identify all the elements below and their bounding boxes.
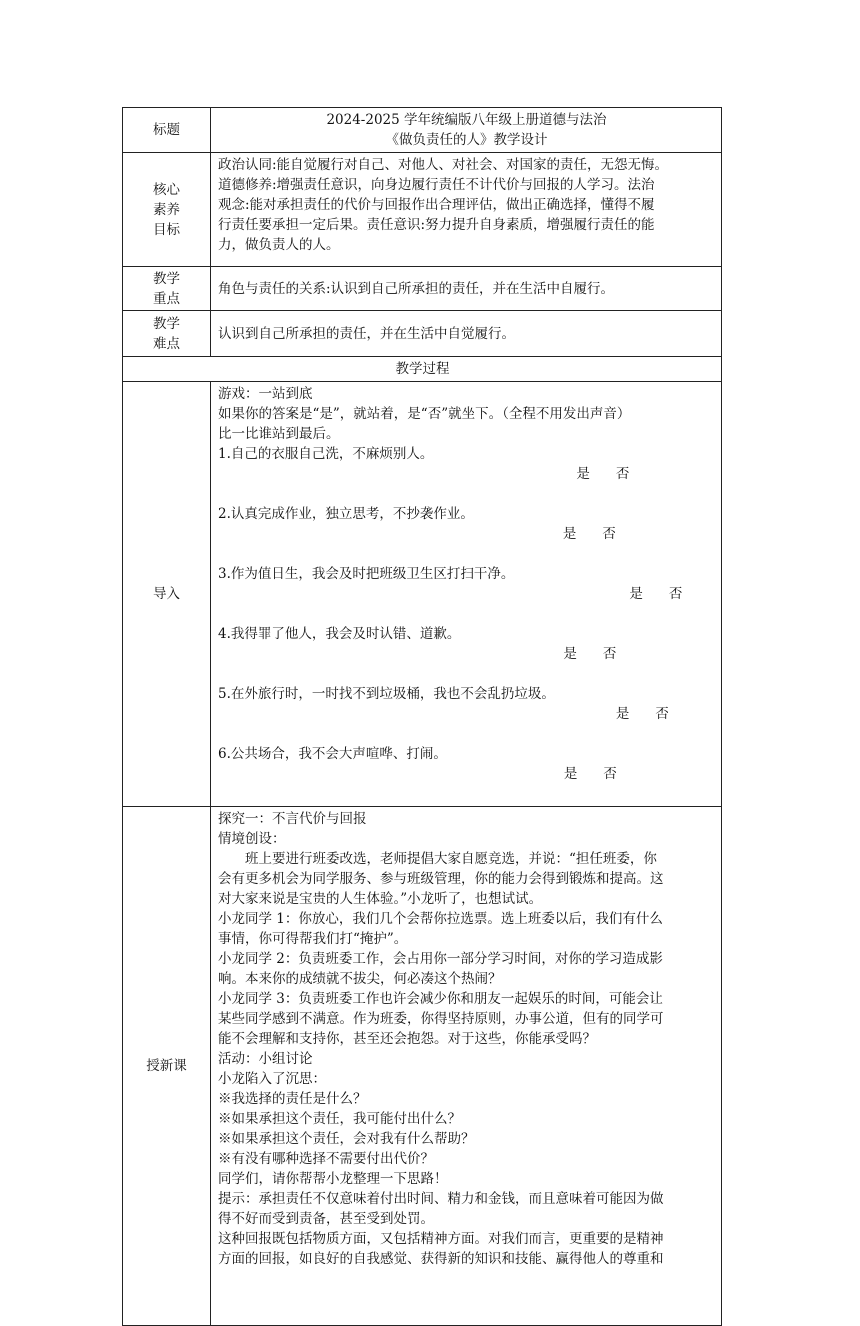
core-literacy-row: [123, 153, 722, 267]
scenario-heading: 情境创设：: [218, 831, 286, 847]
reflection-item: ※我选择的责任是什么？: [218, 1091, 367, 1107]
yes-option: 是: [563, 646, 577, 662]
new-lesson-content: 探究一：不言代价与回报 情境创设： 班上要进行班委改选，老师提倡大家自愿竞选，并说：“担任班委，你 会有更多机会为同学服务、参与班级管理，你的能力会得到锻炼和提高。这 对大家来说是宝贵的人生体验。”小龙听了，也想试试。 小龙同学 1：你放心，我们几个会帮你拉选票。选上班委以后，我们有什么 事情，你可得帮我们打“掩护”。 小龙同学 2：负责班委工作，会占用你一部分学习时间，对你的学习造成影 响。本来你的成绩就不拔尖，何必凑这个热闹？ 小龙同学 3：负责班委工作也许会减少你和朋友一起娱乐的时间，可能会让 某些同学感到不满意。作为班委，你得坚持原则，办事公道，但有的同学可 能不会理解和支持你，甚至还会抱怨。对于这些，你能承受吗？ 活动：小组讨论 小龙陷入了沉思： ※我选择的责任是什么？ ※如果承担这个责任，我可能付出什么？ ※如果承担这个责任，会对我有什么帮助？ ※有没有哪种选择不需要付出代价？ 同学们，请你帮帮小龙整理一下思路！ 提示：承担责任不仅意味着付出时间、精力和金钱，而且意味着可能因为做 得不好而受到责备，甚至受到处罚。 这种回报既包括物质方面，又包括精神方面。对我们而言，更重要的是精神 方面的回报，如良好的自我感觉、获得新的知识和技能、赢得他人的尊重和: [211, 807, 722, 1326]
key-point-label: 教学 重点: [123, 267, 211, 311]
hint-text: 提示：承担责任不仅意味着付出时间、精力和金钱，而且意味着可能因为做: [218, 1191, 664, 1207]
inquiry-heading: 探究一：不言代价与回报: [218, 811, 367, 827]
no-option: 否: [602, 646, 617, 662]
yes-option: 是: [563, 766, 578, 782]
no-option: 否: [615, 466, 630, 482]
reflection-item: ※如果承担这个责任，我可能付出什么？: [218, 1111, 461, 1127]
no-option: 否: [603, 766, 617, 782]
yes-option: 是: [629, 586, 643, 602]
difficulty-label: 教学 难点: [123, 311, 211, 357]
title-line-2: 《做负责任的人》教学设计: [385, 132, 548, 148]
key-point-content: 角色与责任的关系:认识到自己所承担的责任，并在生活中自履行。: [211, 267, 722, 311]
no-option: 否: [655, 706, 669, 722]
core-literacy-label: 核心 素养 目标: [123, 153, 211, 267]
intro-label: 导入: [123, 382, 211, 807]
title-row: [123, 108, 722, 153]
yes-option: 是: [562, 526, 577, 542]
question-item: 4.我得罪了他人，我会及时认错、道歉。 是 否: [218, 626, 617, 662]
process-header: 教学过程: [123, 357, 722, 382]
question-item: 5.在外旅行时，一时找不到垃圾桶，我也不会乱扔垃圾。 是 否: [218, 686, 669, 722]
title-label: 标题: [123, 108, 211, 153]
difficulty-content: 认识到自己所承担的责任，并在生活中自觉履行。: [211, 311, 722, 357]
process-header-row: [123, 357, 722, 382]
difficulty-row: [123, 311, 722, 357]
no-option: 否: [668, 586, 683, 602]
lesson-plan-table: [122, 107, 722, 1326]
title-content: [211, 108, 722, 153]
question-item: 2.认真完成作业，独立思考，不抄袭作业。 是 否: [218, 506, 616, 542]
yes-option: 是: [576, 466, 590, 482]
new-lesson-label: 授新课: [123, 807, 211, 1326]
question-item: 6.公共场合，我不会大声喧哗、打闹。 是 否: [218, 746, 617, 782]
key-point-row: [123, 267, 722, 311]
new-lesson-row: [123, 807, 722, 1326]
intro-content: 游戏：一站到底 如果你的答案是“是”，就站着，是“否”就坐下。（全程不用发出声音） 比一比谁站到最后。 1.自己的衣服自己洗，不麻烦别人。 是 否 2.认真完成作业，独立思考，不抄袭作业。 是 否 3.作为值日生，我会及时把班级卫生区打扫干净。 是 否 4.我得罪了他人，我会及时认错、道歉。 是 否 5.在外旅行时，一时找不到垃圾桶，我也不会乱扔垃圾。 是 否 6.公共场合，我不会大声喧哗、打闹。 是 否: [211, 382, 722, 807]
question-item: 3.作为值日生，我会及时把班级卫生区打扫干净。 是 否: [218, 566, 683, 602]
title-line-1: 2024-2025 学年统编版八年级上册道德与法治: [326, 112, 607, 128]
core-literacy-content: 政治认同:能自觉履行对自己、对他人、对社会、对国家的责任，无怨无悔。 道德修养:增强责任意识，向身边履行责任不计代价与回报的人学习。法治 观念:能对承担责任的代价与回报作出合理评估，做出正确选择，懂得不履 行责任要承担一定后果。责任意识:努力提升自身素质，增强履行责任的能 力，做负责人的人。: [211, 153, 722, 267]
question-item: 1.自己的衣服自己洗，不麻烦别人。 是 否: [218, 446, 630, 482]
intro-row: [123, 382, 722, 807]
activity-heading: 活动：小组讨论: [218, 1051, 313, 1067]
reflection-item: ※有没有哪种选择不需要付出代价？: [218, 1151, 434, 1167]
lesson-plan-page: [122, 107, 721, 1326]
yes-option: 是: [615, 706, 630, 722]
reflection-item: ※如果承担这个责任，会对我有什么帮助？: [218, 1131, 475, 1147]
no-option: 否: [602, 526, 616, 542]
